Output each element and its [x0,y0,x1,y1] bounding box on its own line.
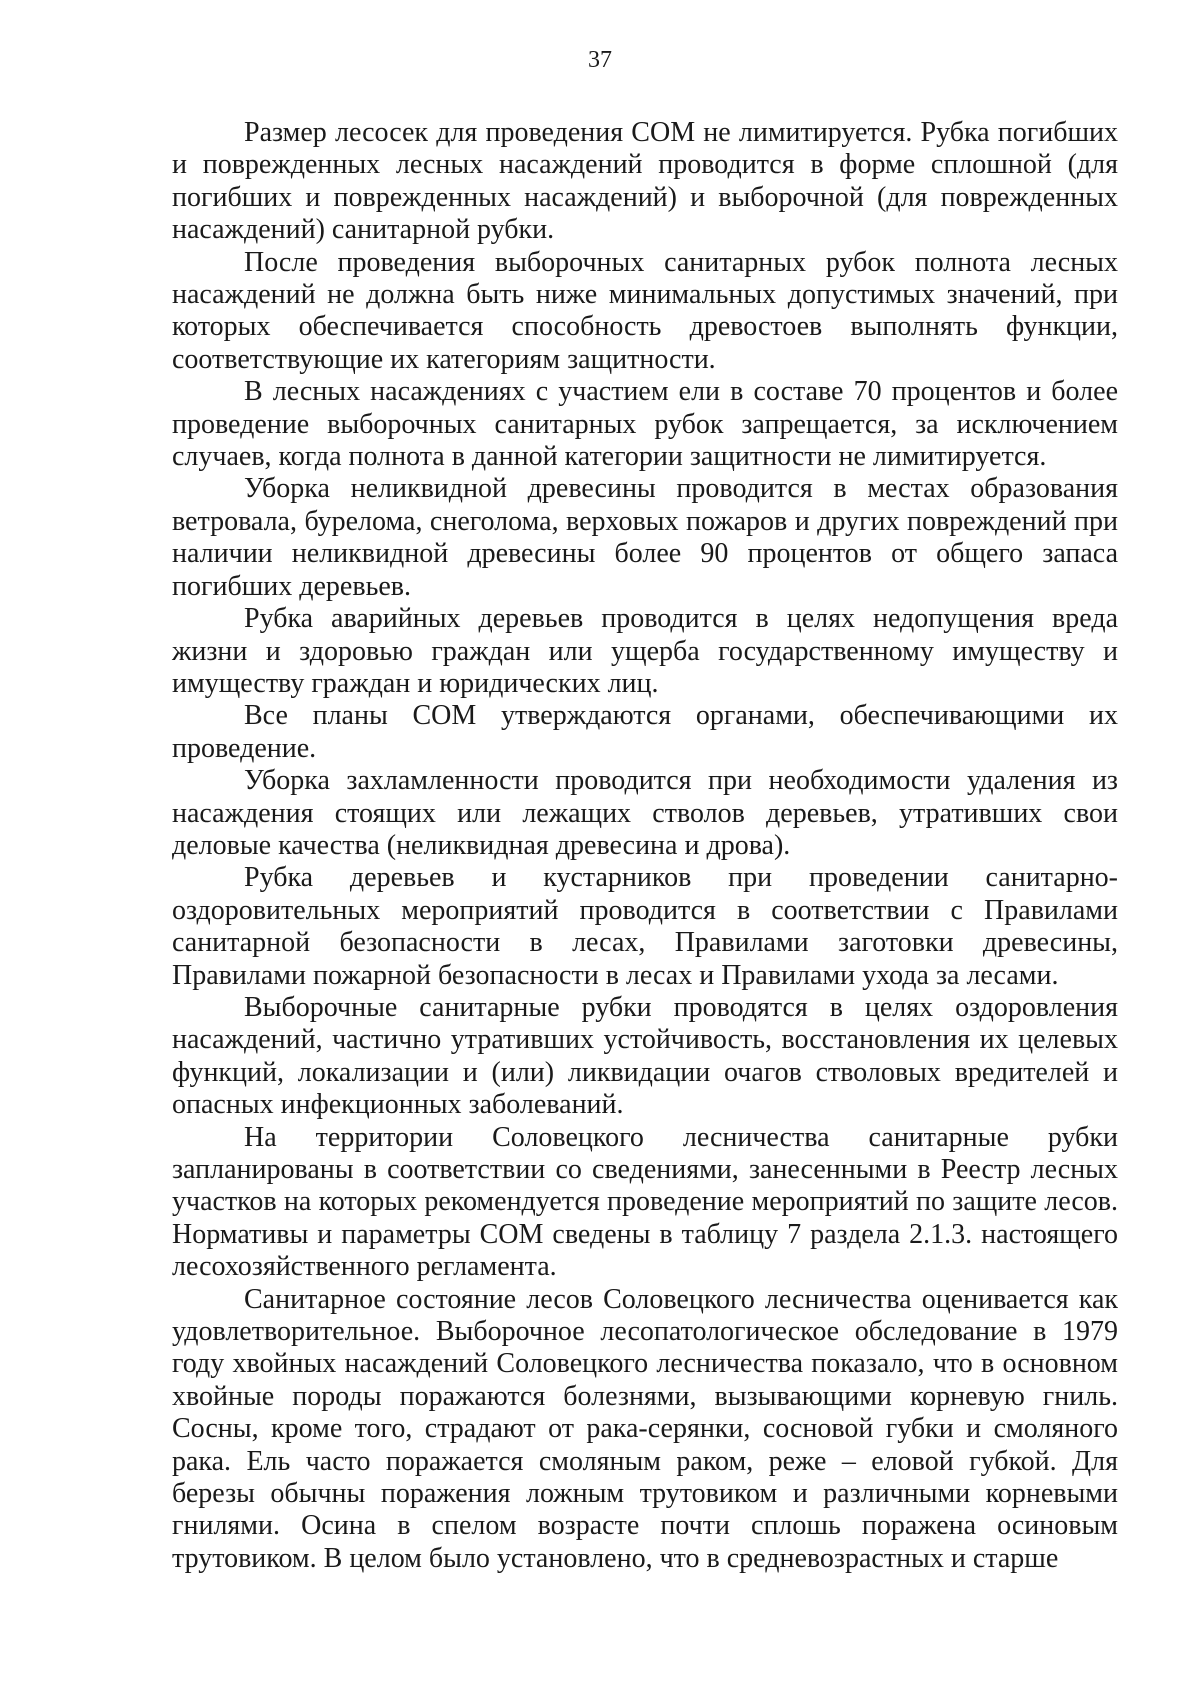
paragraph-cutting-rules: Рубка деревьев и кустарников при проведении санитарно-оздоровительных мероприятий проводится в соответствии с Правилами санитарной безопасности в лесах, Правилами заготовки древесины, Правилами пожарной безопасности в лесах и Правилами ухода за лесами. [172,862,1118,991]
paragraph-debris-removal: Уборка захламленности проводится при необходимости удаления из насаждения стоящих или лежащих стволов деревьев, утративших свои деловые качества (неликвидная древесина и дрова). [172,765,1118,861]
paragraph-som-plans: Все планы СОМ утверждаются органами, обеспечивающими их проведение. [172,700,1118,764]
paragraph-selective-sanitary-cutting: Выборочные санитарные рубки проводятся в целях оздоровления насаждений, частично утративших устойчивость, восстановления их целевых функций, локализации и (или) ликвидации очагов стволовых вредителей и опасных инфекционных заболеваний. [172,991,1118,1121]
paragraph-sanitary-condition: Санитарное состояние лесов Соловецкого лесничества оценивается как удовлетворительное. Выборочное лесопатологическое обследование в 1979 году хвойных насаждений Соловецкого лесничества показало, что в основном хвойные породы поражаются болезнями, вызывающими корневую гниль. Сосны, кроме того, страдают от рака-серянки, сосновой губки и смоляного рака. Ель часто поражается смоляным раком, реже – еловой губкой. Для березы обычны поражения ложным трутовиком и различными корневыми гнилями. Осина в спелом возрасте почти сплошь поражена осиновым трутовиком. В целом было установлено, что в средневозрастных и старше [172,1283,1118,1574]
paragraph-polnota-after-cutting: После проведения выборочных санитарных рубок полнота лесных насаждений не должна быть ниже минимальных допустимых значений, при которых обеспечивается способность древостоев выполнять функции, соответствующие их категориям защитности. [172,246,1118,375]
paragraph-spruce-restriction: В лесных насаждениях с участием ели в составе 70 процентов и более проведение выборочных санитарных рубок запрещается, за исключением случаев, когда полнота в данной категории защитности не лимитируется. [172,376,1118,473]
paragraph-nonliquid-wood-removal: Уборка неликвидной древесины проводится в местах образования ветровала, бурелома, снеголома, верховых пожаров и других повреждений при наличии неликвидной древесины более 90 процентов от общего запаса погибших деревьев. [172,473,1118,602]
body-text [172,117,1118,1575]
paragraph-solovetsky-plan: На территории Соловецкого лесничества санитарные рубки запланированы в соответствии со сведениями, занесенными в Реестр лесных участков на которых рекомендуется проведение мероприятий по защите лесов. Нормативы и параметры СОМ сведены в таблицу 7 раздела 2.1.3. настоящего лесохозяйственного регламента. [172,1121,1118,1283]
page-number: 37 [588,47,612,73]
paragraph-hazard-trees: Рубка аварийных деревьев проводится в целях недопущения вреда жизни и здоровью граждан или ущерба государственному имуществу и имуществу граждан и юридических лиц. [172,603,1118,699]
paragraph-lesoseki-size: Размер лесосек для проведения СОМ не лимитируется. Рубка погибших и поврежденных лесных насаждений проводится в форме сплошной (для погибших и поврежденных насаждений) и выборочной (для поврежденных насаждений) санитарной рубки. [172,117,1118,246]
